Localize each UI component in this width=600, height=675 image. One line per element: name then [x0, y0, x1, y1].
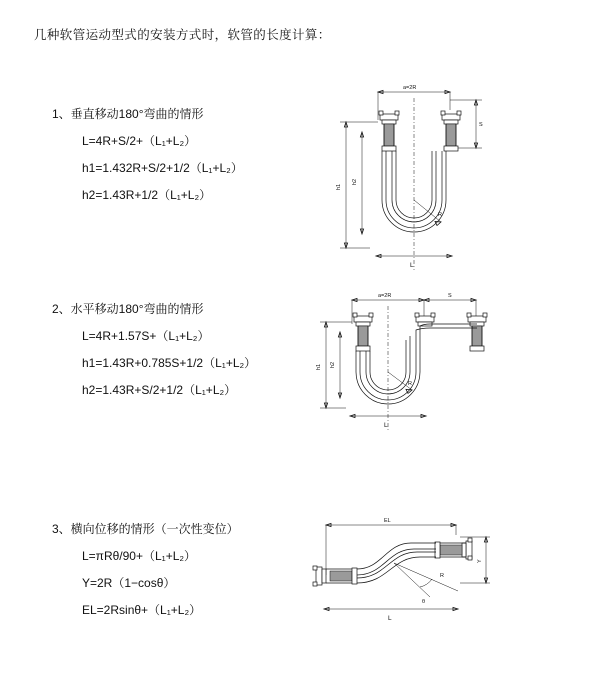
section-3-formula-2: Y=2R（1−cosθ） [82, 576, 176, 590]
section-2-formula-3: h2=1.43R+S/2+1/2（L₁+L₂） [82, 383, 237, 397]
svg-text:Y: Y [477, 559, 483, 563]
section-1-formula-3: h2=1.43R+1/2（L₁+L₂） [82, 188, 212, 202]
svg-text:h2: h2 [352, 178, 358, 185]
section-2-formula-2: h1=1.43R+0.785S+1/2（L₁+L₂） [82, 356, 257, 370]
svg-text:R: R [408, 381, 412, 387]
svg-text:R: R [440, 573, 444, 579]
page-title: 几种软管运动型式的安装方式时，软管的长度计算： [34, 28, 331, 42]
section-1-heading: 1、垂直移动180°弯曲的情形 [52, 107, 204, 121]
svg-text:θ: θ [422, 599, 426, 605]
svg-text:h1: h1 [316, 363, 322, 370]
svg-text:S: S [448, 293, 452, 299]
section-2-heading: 2、水平移动180°弯曲的情形 [52, 302, 204, 316]
svg-text:R: R [438, 212, 442, 218]
section-1-text [52, 105, 302, 203]
svg-text:a=2R: a=2R [403, 85, 417, 91]
svg-text:L: L [410, 262, 414, 269]
section-3-formula-1: L=πRθ/90+（L₁+L₂） [82, 549, 197, 563]
svg-text:S: S [479, 122, 483, 128]
svg-text:h2: h2 [330, 361, 336, 368]
section-1-formula-1: L=4R+S/2+（L₁+L₂） [82, 134, 197, 148]
section-3-formula-3: EL=2Rsinθ+（L₁+L₂） [82, 603, 202, 617]
section-3-text [52, 520, 302, 618]
svg-text:a=2R: a=2R [378, 293, 392, 299]
section-1-formula-2: h1=1.432R+S/2+1/2（L₁+L₂） [82, 161, 243, 175]
figure-lateral-offset [290, 505, 510, 640]
section-3-heading: 3、横向位移的情形（一次性变位） [52, 522, 239, 536]
svg-text:L: L [384, 422, 388, 429]
figure-vertical-180-bend [300, 70, 510, 290]
svg-text:h1: h1 [336, 183, 342, 190]
section-2-text [52, 300, 302, 398]
section-2-formula-1: L=4R+1.57S+（L₁+L₂） [82, 329, 210, 343]
figure-horizontal-180-bend [300, 280, 515, 455]
svg-text:L: L [388, 615, 392, 622]
svg-text:EL: EL [384, 518, 391, 524]
